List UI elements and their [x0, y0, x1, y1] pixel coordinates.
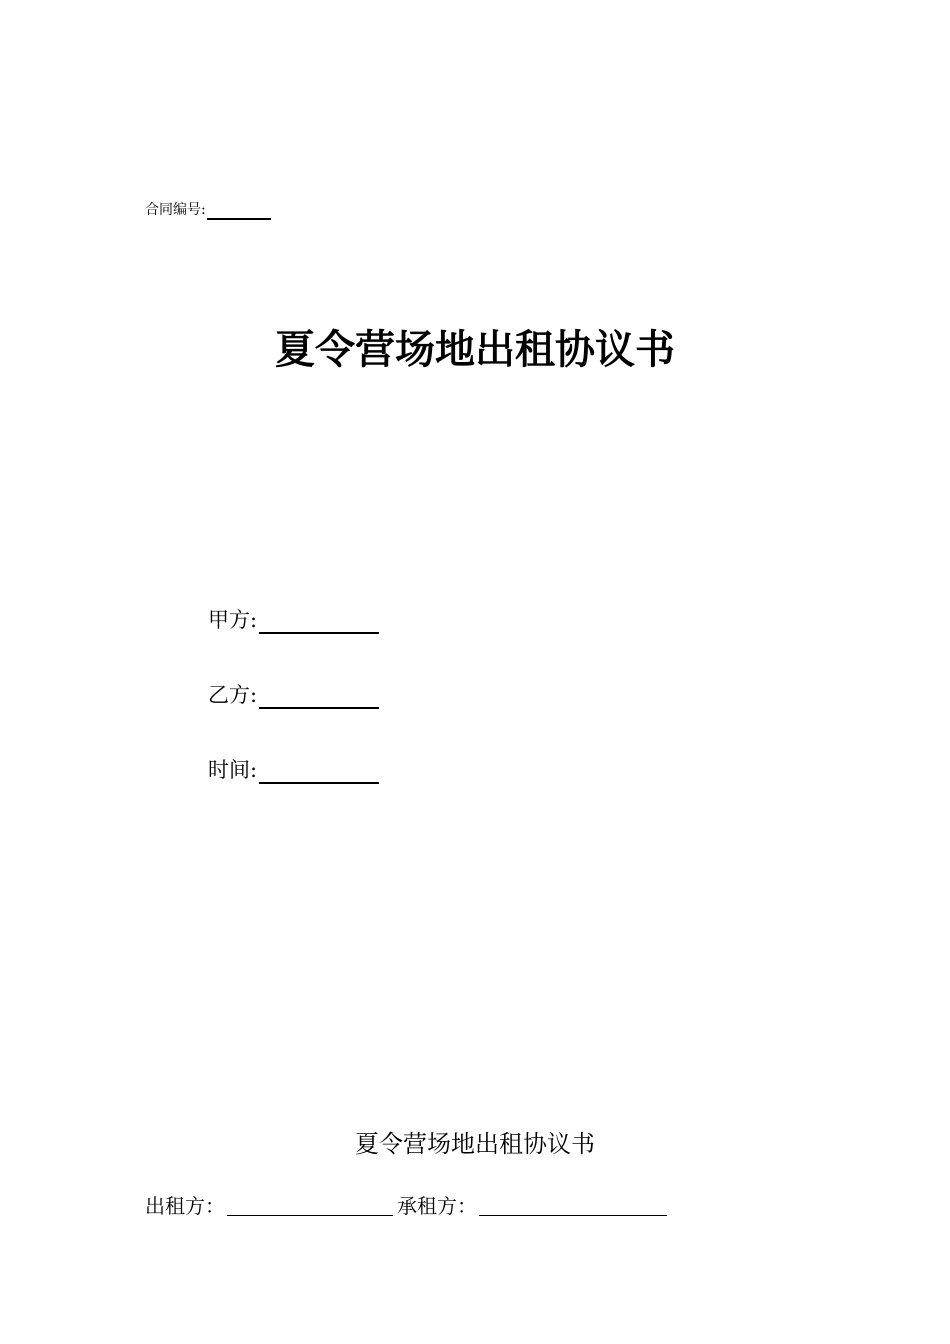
- cover-title: 夏令营场地出租协议书: [275, 327, 675, 373]
- party-a-blank: [259, 610, 379, 634]
- contract-number-line: [145, 200, 271, 220]
- contract-number-label: 合同编号:: [145, 202, 206, 218]
- party-a-label: 甲方:: [208, 608, 258, 632]
- party-b-line: [208, 681, 379, 709]
- lessee-label: 承租方：: [397, 1194, 477, 1218]
- parties-line: [145, 1192, 667, 1220]
- contract-number-blank: [207, 202, 271, 220]
- party-b-blank: [259, 685, 379, 709]
- party-b-label: 乙方:: [208, 683, 258, 707]
- party-a-line: [208, 606, 379, 634]
- body-title: 夏令营场地出租协议书: [355, 1130, 595, 1158]
- date-line: [208, 756, 379, 784]
- lessor-blank: [227, 1195, 393, 1216]
- lessee-blank: [479, 1195, 667, 1216]
- date-label: 时间:: [208, 758, 258, 782]
- lessor-label: 出租方：: [145, 1194, 225, 1218]
- date-blank: [259, 760, 379, 784]
